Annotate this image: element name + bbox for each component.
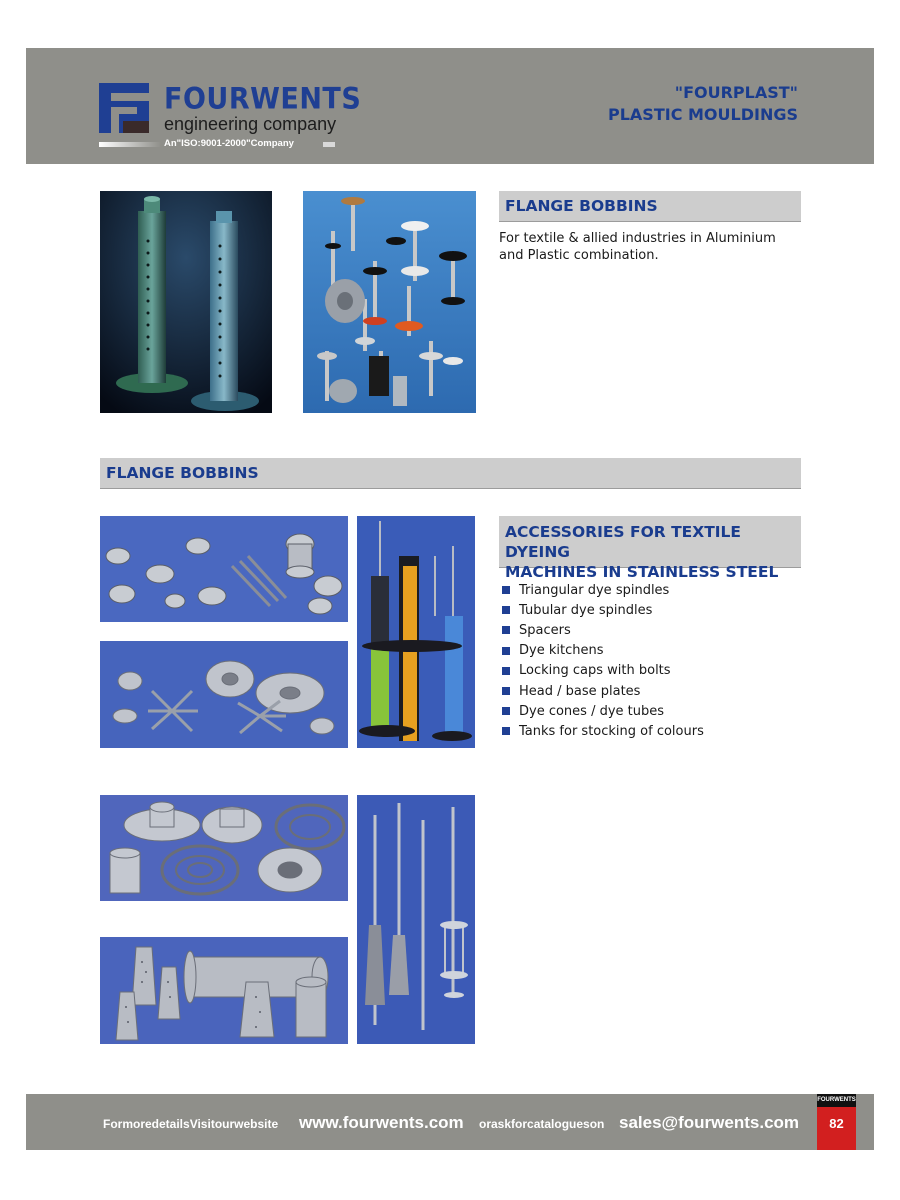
- photo-spacers-stars: [100, 641, 348, 748]
- page-number-box: [817, 1094, 856, 1150]
- list-item: [502, 661, 704, 681]
- company-subtitle: engineering company: [164, 114, 337, 134]
- page-title-line2: PLASTIC MOULDINGS: [608, 105, 798, 124]
- page-number: 82: [829, 1116, 844, 1131]
- page-title: [608, 82, 798, 126]
- list-item-label: Tanks for stocking of colours: [519, 723, 704, 739]
- list-item: [502, 641, 704, 661]
- list-item-label: Head / base plates: [519, 683, 641, 699]
- list-item: [502, 681, 704, 701]
- photo-dye-cones-tubes: [100, 937, 348, 1044]
- section-title-flange-bobbins-2: FLANGE BOBBINS: [100, 458, 801, 489]
- bullet-icon: [502, 586, 510, 594]
- section-title-accessories: [499, 516, 801, 581]
- bullet-icon: [502, 606, 510, 614]
- photo-dye-spindles-colored: [357, 516, 475, 748]
- footer-text-visit: FormoredetailsVisitourwebsite: [103, 1117, 279, 1131]
- bullet-icon: [502, 667, 510, 675]
- list-item: [502, 600, 704, 620]
- bullet-icon: [502, 626, 510, 634]
- bullet-icon: [502, 727, 510, 735]
- logo-divider-end: [323, 142, 335, 147]
- company-logo-icon: [99, 83, 149, 133]
- photo-green-bobbins: [100, 191, 272, 413]
- accessories-title-line2: MACHINES IN STAINLESS STEEL: [505, 563, 779, 581]
- bullet-icon: [502, 647, 510, 655]
- list-item: [502, 721, 704, 741]
- list-item-label: Dye cones / dye tubes: [519, 703, 665, 719]
- footer-mini-logo: FOURWENTS: [817, 1094, 856, 1107]
- list-item: [502, 580, 704, 600]
- page-header: [26, 48, 874, 164]
- list-item-label: Spacers: [519, 622, 571, 638]
- bullet-icon: [502, 687, 510, 695]
- bullet-icon: [502, 707, 510, 715]
- photo-dye-spindles-steel: [357, 795, 475, 1044]
- list-item-label: Locking caps with bolts: [519, 663, 671, 679]
- accessories-list: [502, 580, 704, 742]
- logo-divider: [99, 142, 161, 147]
- flange-bobbins-description: For textile & allied industries in Aluminium and Plastic combination.: [499, 231, 776, 263]
- iso-tagline: An"ISO:9001-2000"Company: [164, 138, 294, 149]
- list-item-label: Dye kitchens: [519, 643, 604, 659]
- list-item-label: Tubular dye spindles: [519, 602, 653, 618]
- footer-text-catalogue: oraskforcatalogueson: [479, 1117, 605, 1131]
- list-item: [502, 701, 704, 721]
- photo-assorted-bobbins: [303, 191, 476, 413]
- footer-website-link[interactable]: www.fourwents.com: [299, 1113, 464, 1132]
- photo-locking-caps: [100, 516, 348, 622]
- page-title-line1: "FOURPLAST": [674, 83, 798, 102]
- section-title-flange-bobbins-1: FLANGE BOBBINS: [499, 191, 801, 222]
- list-item-label: Triangular dye spindles: [519, 582, 670, 598]
- photo-head-base-plates: [100, 795, 348, 901]
- company-name: FOURWENTS: [164, 82, 362, 117]
- accessories-title-line1: ACCESSORIES FOR TEXTILE DYEING: [505, 523, 742, 561]
- footer-email-link[interactable]: sales@fourwents.com: [619, 1113, 800, 1132]
- page-footer: [26, 1094, 874, 1150]
- list-item: [502, 620, 704, 640]
